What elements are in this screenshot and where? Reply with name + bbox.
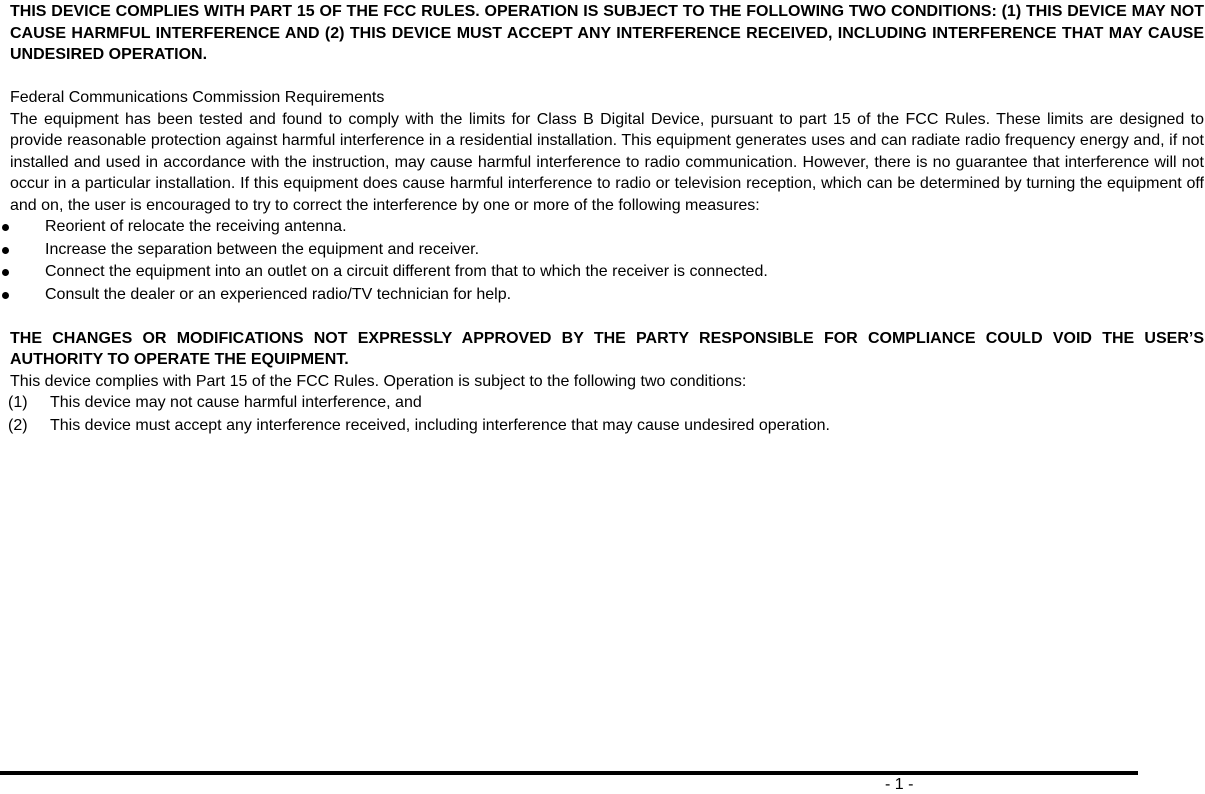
list-item (10, 392, 1204, 415)
changes-warning: THE CHANGES OR MODIFICATIONS NOT EXPRESSLY APPROVED BY THE PARTY RESPONSIBLE FOR COMPLIANCE COULD VOID THE USER’S AUTHORITY TO OPERATE THE EQUIPMENT. (10, 329, 1204, 368)
bullet-icon (2, 224, 9, 231)
list-item (10, 284, 1204, 307)
fcc-compliance-notice: THIS DEVICE COMPLIES WITH PART 15 OF THE FCC RULES. OPERATION IS SUBJECT TO THE FOLLOWING TWO CONDITIONS: (1) THIS DEVICE MAY NOT CAUSE HARMFUL INTERFERENCE AND (2) THIS DEVICE MUST ACCEPT ANY INTERFERENCE RECEIVED, INCLUDING INTERFERENCE THAT MAY CAUSE UNDESIRED OPERATION. (10, 3, 1204, 63)
condition-text: This device may not cause harmful interference, and (50, 394, 422, 411)
measure-text: Connect the equipment into an outlet on a circuit different from that to which the receiver is connected. (45, 263, 768, 280)
measure-text: Consult the dealer or an experienced radio/TV technician for help. (45, 285, 512, 303)
list-item (10, 239, 1204, 262)
measure-text: Reorient of relocate the receiving antenna. (45, 218, 347, 235)
measure-text: Increase the separation between the equipment and receiver. (45, 240, 480, 258)
condition-number: (2) (8, 416, 28, 434)
list-item (10, 261, 1204, 284)
spacer (10, 306, 1204, 328)
footer-rule-accent (0, 771, 190, 773)
fcc-section-heading: Federal Communications Commission Requirements (10, 89, 385, 106)
condition-text: This device must accept any interference received, including interference that may cause undesired operation. (50, 416, 830, 434)
spacer (10, 66, 1204, 88)
list-item (10, 415, 1204, 438)
fcc-section-body: The equipment has been tested and found to comply with the limits for Class B Digital Device, pursuant to part 15 of the FCC Rules. These limits are designed to provide reasonable protection against harmful interference in a residential installation. This equipment generates uses and can radiate radio frequency energy and, if not installed and used in accordance with the instruction, may cause harmful interference to radio communication. However, there is no guarantee that interference will not occur in a particular installation. If this equipment does cause harmful interference to radio or television reception, which can be determined by turning the equipment off and on, the user is encouraged to try to correct the interference by one or more of the following measures: (10, 110, 1204, 214)
bullet-icon (2, 269, 9, 276)
list-item (10, 216, 1204, 239)
document-page (10, 0, 1204, 437)
interference-measures-list (10, 216, 1204, 306)
page-number: - 1 - (885, 776, 914, 793)
compliance-intro: This device complies with Part 15 of the FCC Rules. Operation is subject to the following two conditions: (10, 372, 747, 390)
condition-number: (1) (8, 394, 28, 411)
compliance-conditions-list (10, 392, 1204, 437)
bullet-icon (2, 292, 9, 299)
bullet-icon (2, 247, 9, 254)
